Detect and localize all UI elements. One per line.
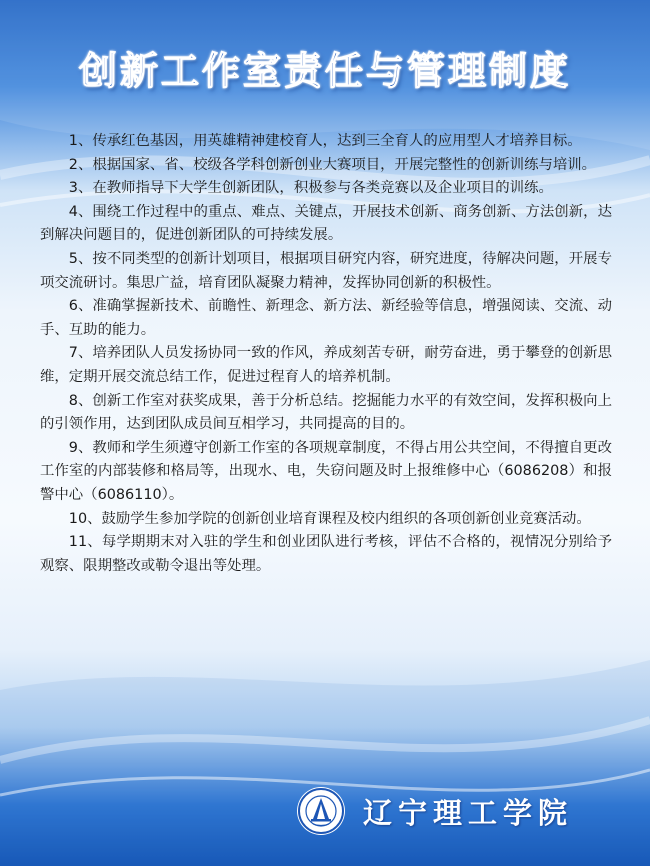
rule-item: 8、创新工作室对获奖成果，善于分析总结。挖掘能力水平的有效空间，发挥积极向上的引领作用，达到团队成员间互相学习，共同提高的目的。 bbox=[40, 392, 612, 433]
rule-item: 3、在教师指导下大学生创新团队，积极参与各类竞赛以及企业项目的训练。 bbox=[68, 180, 553, 197]
rule-item: 1、传承红色基因，用英雄精神建校育人，达到三全育人的应用型人才培养目标。 bbox=[68, 133, 582, 149]
rule-item: 10、鼓励学生参加学院的创新创业培育课程及校内组织的各项创新创业竞赛活动。 bbox=[68, 510, 591, 527]
college-footer bbox=[295, 786, 573, 836]
rule-item: 11、每学期期末对入驻的学生和创业团队进行考核，评估不合格的，视情况分别给予观察、限期整改或勒令退出等处理。 bbox=[40, 534, 612, 574]
rule-item: 2、根据国家、省、校级各学科创新创业大赛项目，开展完整性的创新训练与培训。 bbox=[68, 156, 597, 173]
page-title: 创新工作室责任与管理制度 bbox=[78, 49, 571, 93]
college-name: 辽宁理工学院 bbox=[363, 795, 574, 830]
college-emblem-icon bbox=[295, 785, 347, 837]
rule-item: 9、教师和学生须遵守创新工作室的各项规章制度，不得占用公共空间，不得擅自更改工作室的内部装修和格局等，出现水、电，失窃问题及时上报维修中心（6086208）和报警中心（6086110）。 bbox=[40, 439, 612, 503]
rules-list bbox=[40, 130, 612, 578]
rule-item: 4、围绕工作过程中的重点、难点、关键点，开展技术创新、商务创新、方法创新，达到解决问题目的，促进创新团队的可持续发展。 bbox=[40, 203, 612, 244]
rule-item: 7、培养团队人员发扬协同一致的作风，养成刻苦专研，耐劳奋进，勇于攀登的创新思维，定期开展交流总结工作，促进过程育人的培养机制。 bbox=[40, 345, 612, 385]
rule-item: 6、准确掌握新技术、前瞻性、新理念、新方法、新经验等信息，增强阅读、交流、动手、互助的能力。 bbox=[40, 298, 612, 338]
rule-item: 5、按不同类型的创新计划项目，根据项目研究内容，研究进度，待解决问题，开展专项交流研讨。集思广益，培育团队凝聚力精神，发挥协同创新的积极性。 bbox=[40, 250, 612, 291]
